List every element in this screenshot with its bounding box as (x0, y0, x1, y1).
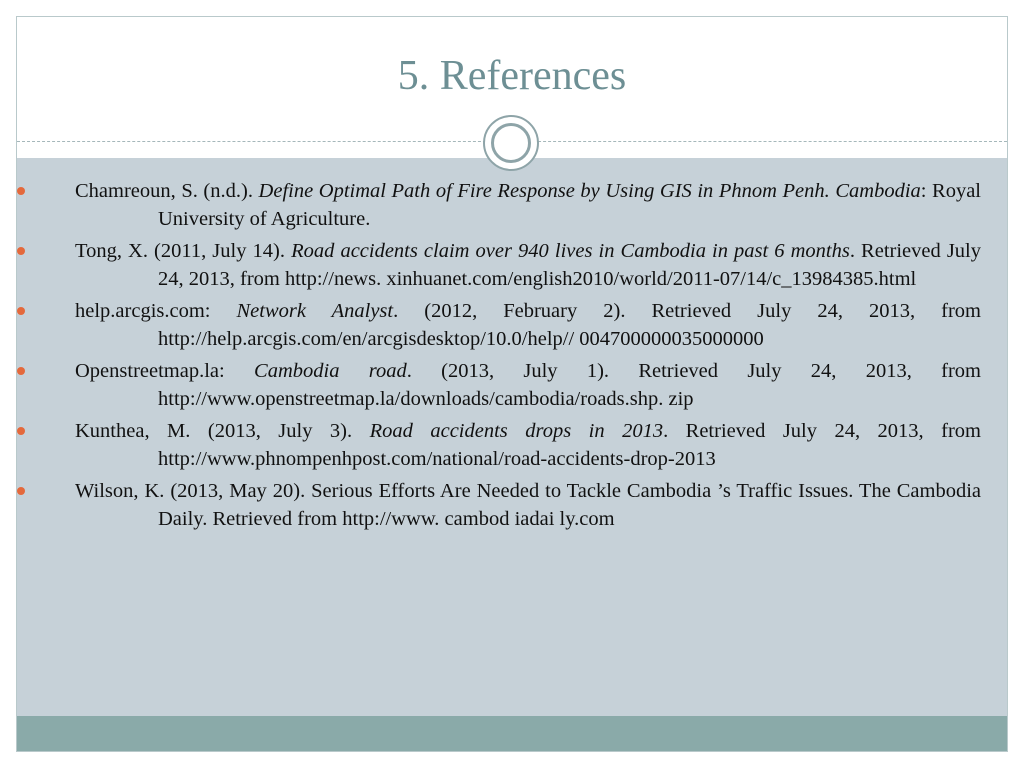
reference-title: Cambodia road (254, 360, 407, 382)
reference-item (75, 237, 981, 293)
reference-lead: Kunthea, M. (2013, July 3). (75, 420, 370, 442)
slide (16, 16, 1008, 752)
reference-lead: help.arcgis.com: (75, 300, 237, 322)
reference-item (75, 177, 981, 233)
circle-ring-icon (483, 115, 539, 171)
bullet-dot-icon (17, 247, 25, 255)
reference-title: Road accidents claim over 940 lives in Cambodia in past 6 months (291, 240, 850, 262)
bullet-dot-icon (17, 427, 25, 435)
reference-item (75, 417, 981, 473)
bullet-dot-icon (17, 367, 25, 375)
reference-item (75, 297, 981, 353)
reference-rest: . (2012, February 2). Retrieved July 24, 2013, from http://help.arcgis.com/en/arcgisdesktop/10.0/help// 004700000035000000 (158, 300, 981, 350)
circle-ring-inner (491, 123, 531, 163)
reference-item (75, 477, 981, 533)
reference-lead: Openstreetmap.la: (75, 360, 255, 382)
bullet-dot-icon (17, 487, 25, 495)
reference-title: Network Analyst (236, 300, 394, 322)
reference-lead: Tong, X. (2011, July 14). (75, 240, 292, 262)
slide-title: 5. References (397, 53, 627, 99)
reference-item (75, 357, 981, 413)
references-list (75, 177, 981, 537)
reference-title-tail: . Cambodia (824, 180, 921, 202)
reference-title: Define Optimal Path of Fire Response by Using GIS in Phnom Penh (258, 180, 825, 202)
reference-title: Road accidents drops in 2013 (369, 420, 664, 442)
bullet-dot-icon (17, 187, 25, 195)
reference-rest: . Retrieved July 24, 2013, from http://news. xinhuanet.com/english2010/world/2011-07/14/c_13984385.html (158, 240, 981, 290)
bullet-dot-icon (17, 307, 25, 315)
footer-band (17, 716, 1007, 751)
reference-lead: Chamreoun, S. (n.d.). (75, 180, 259, 202)
reference-rest: . (2013, July 1). Retrieved July 24, 2013, from http://www.openstreetmap.la/downloads/cambodia/roads.shp. zip (158, 360, 981, 410)
reference-rest: : Royal University of Agriculture. (158, 180, 981, 230)
reference-rest: . Retrieved July 24, 2013, from http://www.phnompenhpost.com/national/road-accidents-drop-2013 (158, 420, 981, 470)
reference-lead: Wilson, K. (2013, May 20). Serious Efforts Are Needed to Tackle Cambodia ’s Traffic Issues. The Cambodia Daily. Retrieved from http://www. cambod iadai ly.com (75, 480, 981, 530)
